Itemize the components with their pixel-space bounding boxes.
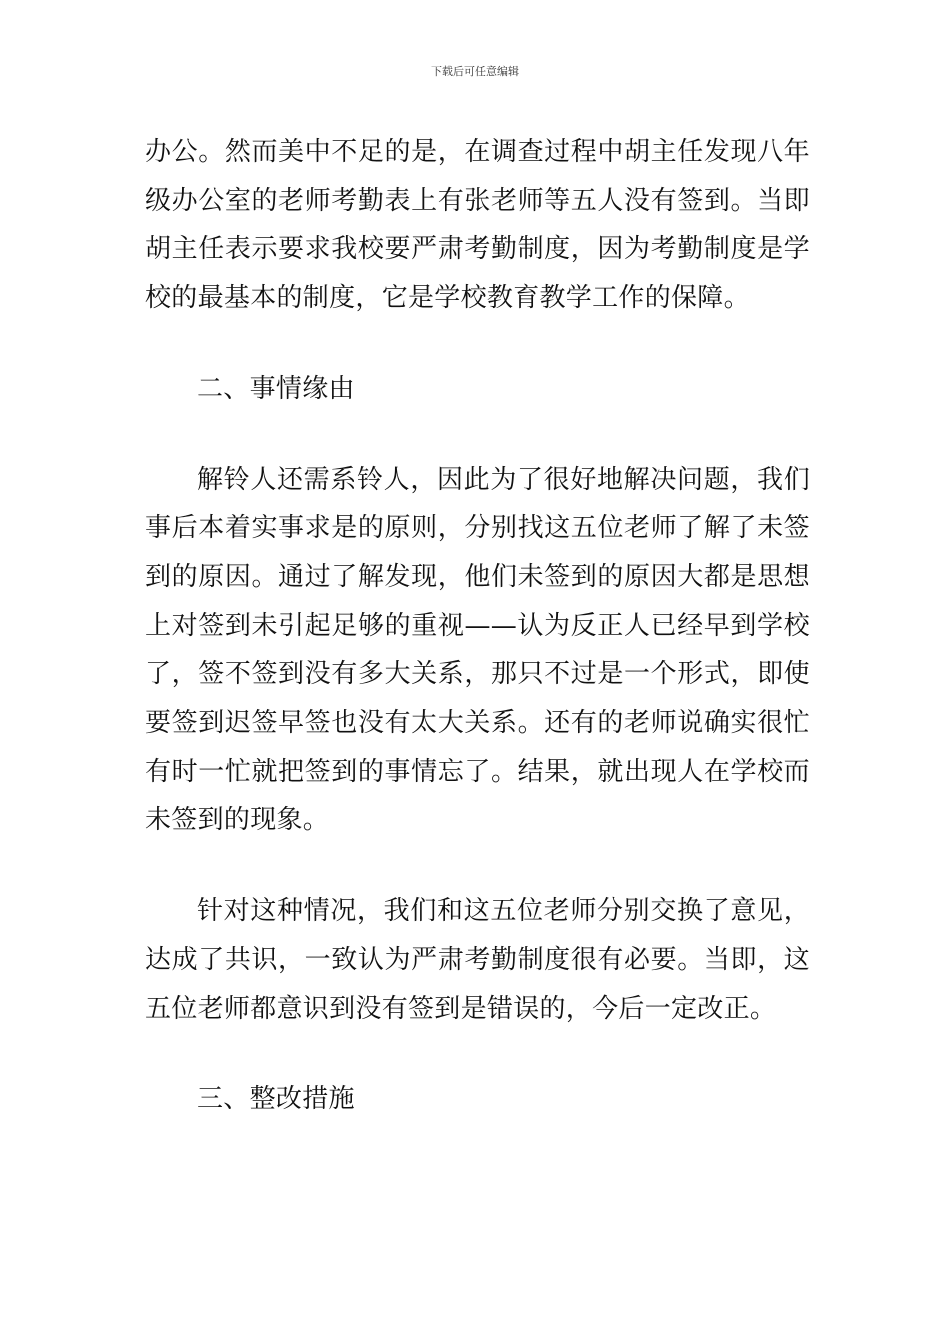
text-line: 到的原因。通过了解发现，他们未签到的原因大都是思想 bbox=[145, 561, 810, 592]
paragraph-spacer bbox=[145, 414, 810, 456]
paragraph-consensus bbox=[145, 887, 810, 1033]
page-header: 下载后可任意编辑 bbox=[431, 65, 519, 78]
text-line: 有时一忙就把签到的事情忘了。结果，就出现人在学校而 bbox=[145, 756, 810, 787]
text-line: 解铃人还需系铃人，因此为了很好地解决问题，我们 bbox=[197, 464, 810, 495]
paragraph-spacer bbox=[145, 323, 810, 365]
text-line: 事后本着实事求是的原则，分别找这五位老师了解了未签 bbox=[145, 513, 810, 544]
document-body bbox=[145, 128, 810, 1124]
text-line: 上对签到未引起足够的重视——认为反正人已经早到学校 bbox=[145, 610, 810, 641]
text-line: 胡主任表示要求我校要严肃考勤制度，因为考勤制度是学 bbox=[145, 234, 810, 265]
text-line: 了，签不签到没有多大关系，那只不过是一个形式，即使 bbox=[145, 659, 810, 690]
heading-text: 二、事情缘由 bbox=[197, 373, 355, 404]
section-heading-reason bbox=[145, 365, 810, 414]
text-line: 未签到的现象。 bbox=[145, 805, 330, 836]
section-heading-measures bbox=[145, 1075, 810, 1124]
text-line: 办公。然而美中不足的是，在调查过程中胡主任发现八年 bbox=[145, 137, 810, 167]
paragraph-reason bbox=[145, 456, 810, 846]
text-line: 针对这种情况，我们和这五位老师分别交换了意见， bbox=[197, 896, 810, 927]
text-line: 级办公室的老师考勤表上有张老师等五人没有签到。当即 bbox=[145, 185, 810, 216]
text-line: 五位老师都意识到没有签到是错误的，今后一定改正。 bbox=[145, 993, 777, 1024]
text-line: 要签到迟签早签也没有太大关系。还有的老师说确实很忙 bbox=[145, 708, 810, 739]
paragraph-spacer bbox=[145, 1033, 810, 1075]
heading-text: 三、整改措施 bbox=[197, 1084, 355, 1115]
text-line: 达成了共识，一致认为严肃考勤制度很有必要。当即，这 bbox=[145, 944, 810, 975]
text-line: 校的最基本的制度，它是学校教育教学工作的保障。 bbox=[145, 283, 750, 314]
paragraph-spacer bbox=[145, 845, 810, 887]
paragraph-intro bbox=[145, 128, 810, 323]
